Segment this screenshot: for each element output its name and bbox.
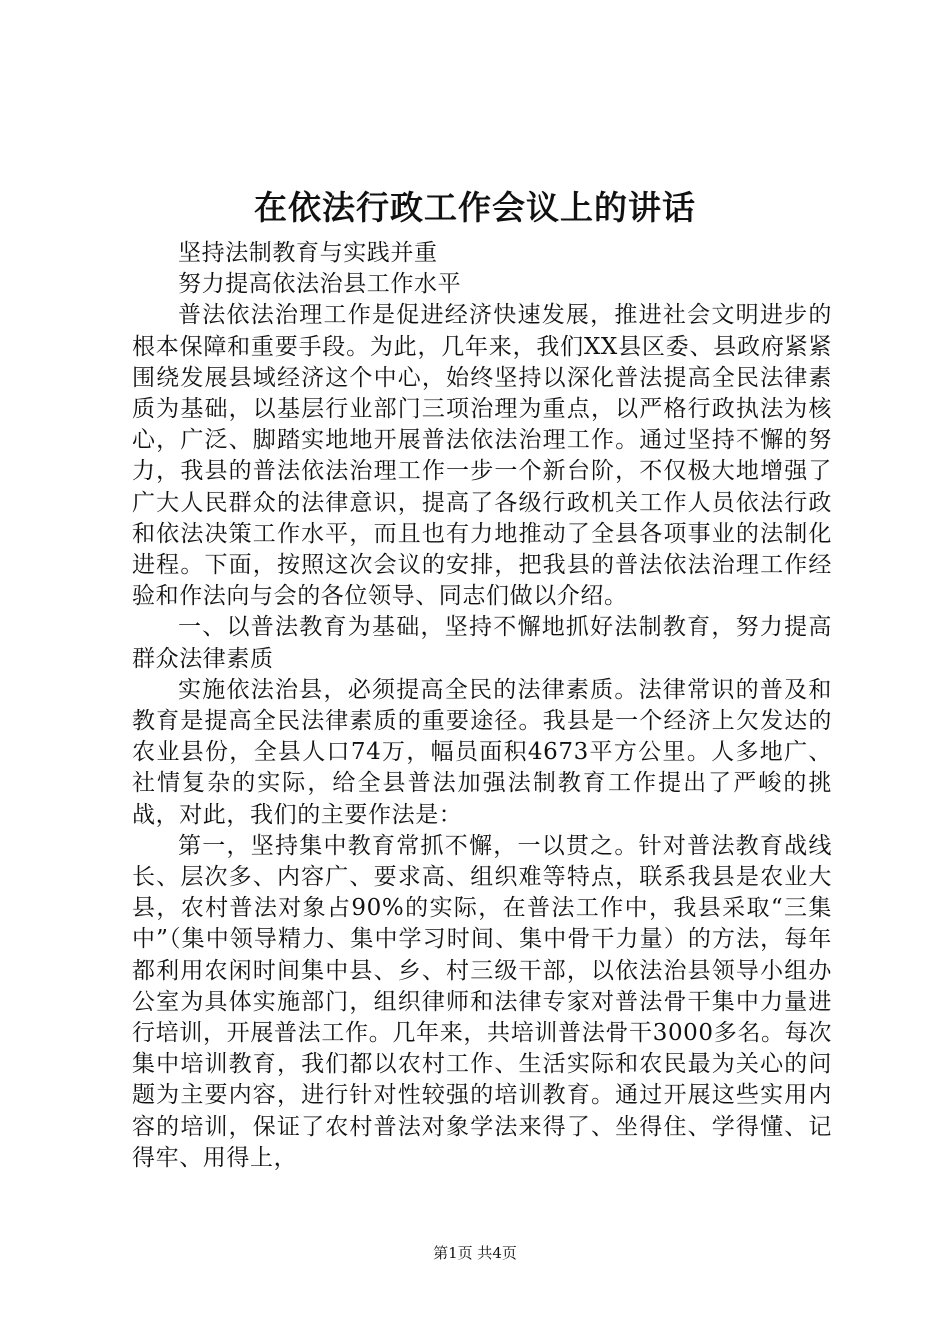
body-paragraph: 普法依法治理工作是促进经济快速发展，推进社会文明进步的根本保障和重要手段。为此，几年来，我们XX县区委、县政府紧紧围绕发展县域经济这个中心，始终坚持以深化普法提高全民法律素质为基础，以基层行业部门三项治理为重点，以严格行政执法为核心，广泛、脚踏实地地开展普法依法治理工作。通过坚持不懈的努力，我县的普法依法治理工作一步一个新台阶，不仅极大地增强了广大人民群众的法律意识，提高了各级行政机关工作人员依法行政和依法决策工作水平，而且也有力地推动了全县各项事业的法制化进程。下面，按照这次会议的安排，把我县的普法依法治理工作经验和作法向与会的各位领导、同志们做以介绍。 bbox=[132, 302, 832, 610]
document-title: 在依法行政工作会议上的讲话 bbox=[254, 188, 696, 227]
page-number-footer: 第1页 共4页 bbox=[433, 1244, 517, 1262]
body-paragraph: 第一，坚持集中教育常抓不懈，一以贯之。针对普法教育战线长、层次多、内容广、要求高、组织难等特点，联系我县是农业大县，农村普法对象占90%的实际，在普法工作中，我县采取“三集中”（集中领导精力、集中学习时间、集中骨干力量）的方法，每年都利用农闲时间集中县、乡、村三级干部，以依法治县领导小组办公室为具体实施部门，组织律师和法律专家对普法骨干集中力量进行培训，开展普法工作。几年来，共培训普法骨干3000多名。每次集中培训教育，我们都以农村工作、生活实际和农民最为关心的问题为主要内容，进行针对性较强的培训教育。通过开展这些实用内容的培训，保证了农村普法对象学法来得了、坐得住、学得懂、记得牢、用得上， bbox=[132, 832, 832, 1171]
document-body bbox=[132, 238, 832, 1174]
subtitle-line-1: 坚持法制教育与实践并重 bbox=[178, 240, 438, 266]
section-heading: 一、以普法教育为基础，坚持不懈地抓好法制教育，努力提高群众法律素质 bbox=[132, 614, 832, 672]
body-paragraph: 实施依法治县，必须提高全民的法律素质。法律常识的普及和教育是提高全民法律素质的重要途径。我县是一个经济上欠发达的农业县份，全县人口74万，幅员面积4673平方公里。人多地广、社情复杂的实际，给全县普法加强法制教育工作提出了严峻的挑战，对此，我们的主要作法是： bbox=[132, 676, 832, 828]
subtitle-line-2: 努力提高依法治县工作水平 bbox=[178, 271, 462, 298]
